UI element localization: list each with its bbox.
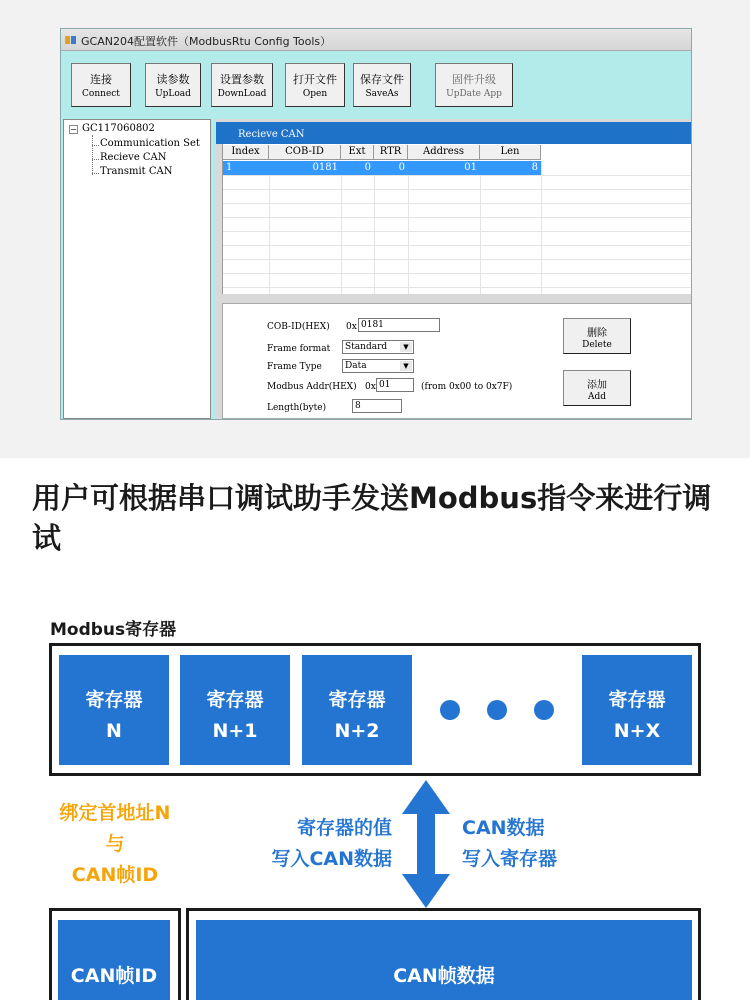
connect-button[interactable] [71,63,131,107]
modbus-addr-prefix: 0x [365,382,376,392]
frame-format-value: Standard [345,342,388,352]
grid-line [223,287,692,288]
grid-line [223,245,692,246]
tree-collapse-toggle[interactable]: − [70,125,77,134]
update-app-button[interactable] [435,63,513,107]
register-n-plus-x [582,655,692,765]
frame-format-label: Frame format [267,344,331,354]
modbus-addr-input[interactable]: 01 [376,378,414,392]
register-label: 寄存器 [328,689,386,711]
download-label-en: DownLoad [217,89,267,99]
grid-line [223,203,692,204]
register-label: 寄存器 [85,689,143,711]
grid-line [541,161,542,294]
save-file-button[interactable] [353,63,411,107]
bind-note-line: 绑定首地址N [59,802,171,824]
frame-type-select[interactable] [342,359,414,373]
cobid-label: COB-ID(HEX) [267,322,330,332]
can-frame-id-block: CAN帧ID [58,920,170,1000]
grid-line [408,161,409,294]
grid-line [223,189,692,190]
frame-type-label: Frame Type [267,362,322,372]
update-label-cn: 固件升级 [452,73,496,86]
dropdown-arrow-icon: ▼ [400,361,412,371]
bind-address-note [40,798,190,891]
cell-address: 01 [464,162,477,173]
tree-connector [92,173,99,174]
grid-line [223,231,692,232]
grid-line [223,175,692,176]
app-window [60,28,692,420]
update-label-en: UpDate App [446,89,502,99]
grid-line [223,259,692,260]
note-line: 寄存器的值 [296,817,392,839]
column-header-ext[interactable]: Ext [341,145,374,160]
bidirectional-arrow-icon [400,780,452,908]
delete-label-en: Delete [582,340,612,350]
tree-connector [92,135,93,175]
panel-title: Recieve CAN [216,122,692,144]
open-file-button[interactable] [285,63,345,107]
column-header-address[interactable]: Address [408,145,480,160]
register-n-plus-2 [302,655,412,765]
screenshot-band [0,0,750,458]
tree-root-device[interactable]: GC117060802 [82,123,155,134]
add-label-en: Add [587,392,607,402]
modbus-addr-label: Modbus Addr(HEX) [267,382,357,392]
open-label-cn: 打开文件 [293,73,337,86]
column-header-index[interactable]: Index [223,145,269,160]
connect-label-en: Connect [82,89,120,99]
window-title: GCAN204配置软件（ModbusRtu Config Tools） [81,35,332,48]
headline: 用户可根据串口调试助手发送Modbus指令来进行调试 [32,481,712,555]
frame-type-value: Data [345,361,367,371]
cobid-prefix: 0x [346,322,357,332]
grid-line [480,161,481,294]
grid-line [341,161,342,294]
can-grid [222,144,692,294]
register-index: N+1 [212,720,258,742]
register-label: 寄存器 [608,689,666,711]
grid-line [269,161,270,294]
register-n-plus-1 [180,655,290,765]
device-tree [63,119,211,419]
column-header-cobid[interactable]: COB-ID [269,145,341,160]
ellipsis-dot-icon [487,700,507,720]
modbus-addr-hint: (from 0x00 to 0x7F) [421,382,513,392]
register-to-can-note [240,813,392,875]
note-line: CAN数据 [462,817,545,839]
bind-note-line: CAN帧ID [71,864,159,886]
modbus-register-label: Modbus寄存器 [50,620,177,640]
ellipsis-dot-icon [440,700,460,720]
tree-connector [92,145,99,146]
register-index: N+X [613,720,661,742]
register-index: N [106,720,122,742]
cell-cobid: 0181 [312,162,338,173]
grid-line [223,217,692,218]
delete-button[interactable] [563,318,631,354]
connect-label-cn: 连接 [90,73,112,86]
cell-rtr: 0 [398,162,405,173]
cell-ext: 0 [364,162,371,173]
title-bar [61,29,691,51]
length-input[interactable]: 8 [352,399,402,413]
delete-label-cn: 删除 [587,328,607,339]
can-frame-data-block: CAN帧数据 [196,920,692,1000]
tree-connector [92,159,99,160]
register-label: 寄存器 [206,689,264,711]
app-icon [65,34,77,46]
download-label-cn: 设置参数 [220,73,264,86]
cell-len: 8 [531,162,538,173]
cobid-input[interactable]: 0181 [358,318,440,332]
bind-note-line: 与 [105,833,125,855]
upload-label-cn: 读参数 [156,73,190,86]
cell-index: 1 [226,162,233,173]
edit-form [222,303,692,419]
upload-label-en: UpLoad [155,89,191,99]
download-button[interactable] [211,63,273,107]
save-label-en: SaveAs [365,89,399,99]
tree-item-communication-set[interactable]: Communication Set [100,138,200,149]
register-index: N+2 [334,720,380,742]
frame-format-select[interactable] [342,340,414,354]
length-label: Length(byte) [267,403,327,413]
note-line: 写入CAN数据 [271,848,392,870]
open-label-en: Open [302,89,328,99]
register-n [59,655,169,765]
tree-item-transmit-can[interactable]: Transmit CAN [100,166,173,177]
recieve-can-panel [216,119,692,419]
grid-line [374,161,375,294]
note-line: 写入寄存器 [462,848,558,870]
column-header-len[interactable]: Len [480,145,541,160]
add-label-cn: 添加 [587,380,607,391]
grid-line [223,273,692,274]
ellipsis-dot-icon [534,700,554,720]
dropdown-arrow-icon: ▼ [400,342,412,352]
column-header-rtr[interactable]: RTR [374,145,408,160]
add-button[interactable] [563,370,631,406]
upload-button[interactable] [145,63,201,107]
can-to-register-note [462,813,662,875]
save-label-cn: 保存文件 [360,73,404,86]
tree-item-recieve-can[interactable]: Recieve CAN [100,152,167,163]
